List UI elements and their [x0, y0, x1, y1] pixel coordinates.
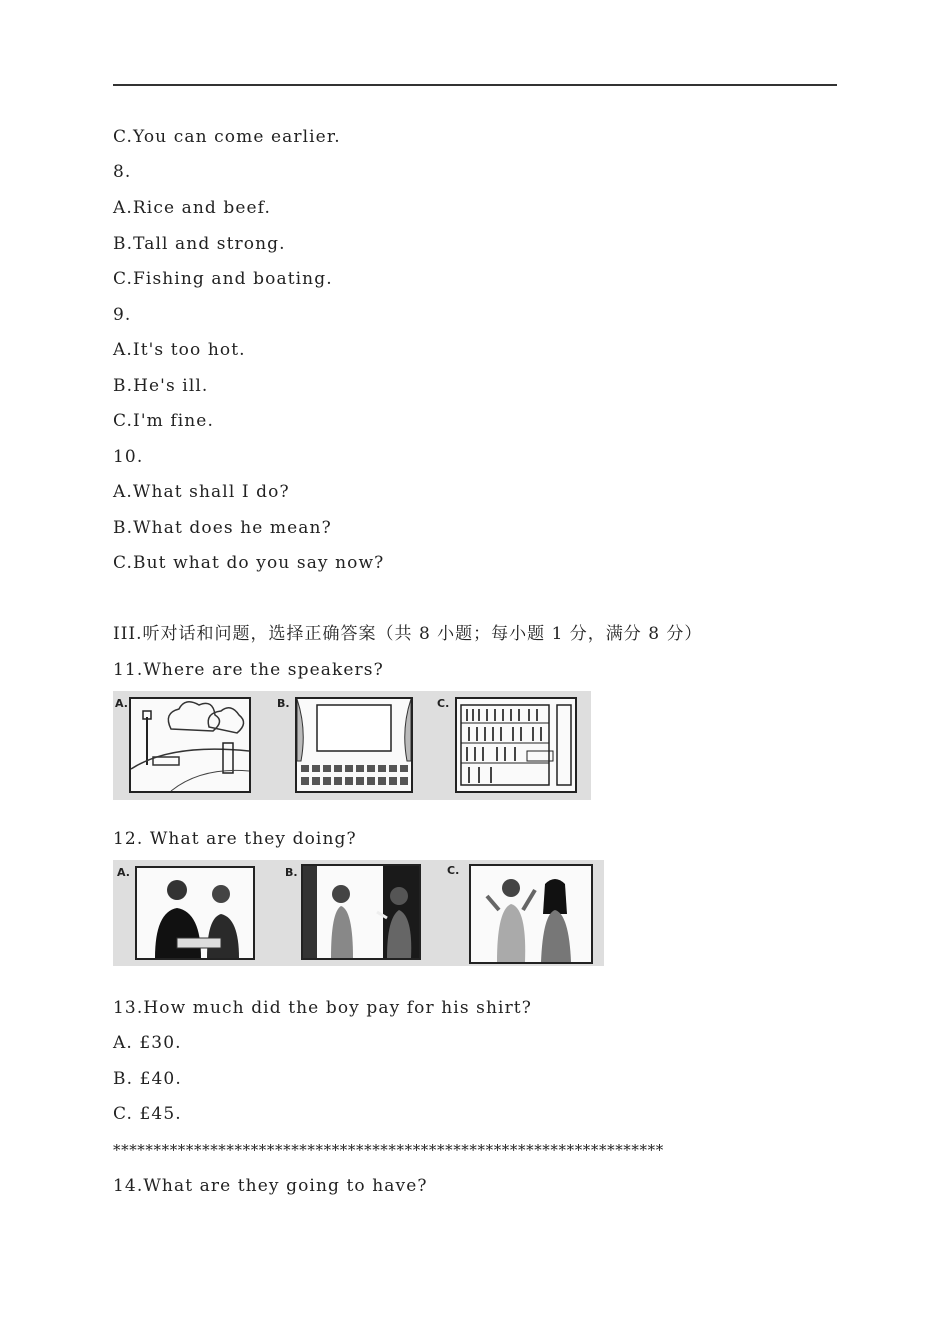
question-14: 14.What are they going to have? — [113, 1176, 428, 1196]
section-3-heading: III.听对话和问题，选择正确答案（共 8 小题；每小题 1 分，满分 8 分） — [113, 624, 703, 644]
q12-option-a-photo — [135, 866, 255, 960]
question-9-number: 9. — [113, 305, 132, 325]
q7-option-c: C.You can come earlier. — [113, 127, 341, 147]
q9-option-b: B.He's ill. — [113, 376, 209, 396]
question-11: 11.Where are the speakers? — [113, 660, 384, 680]
q10-option-c: C.But what do you say now? — [113, 553, 385, 573]
q13-option-a: A. £30. — [113, 1033, 182, 1053]
q9-option-a: A.It's too hot. — [113, 340, 246, 360]
q11-label-c: C. — [437, 697, 450, 710]
q12-label-c: C. — [447, 864, 460, 877]
q11-option-c-library-image — [455, 697, 577, 793]
q11-label-b: B. — [277, 697, 290, 710]
q11-label-a: A. — [115, 697, 128, 710]
q13-option-b: B. £40. — [113, 1069, 182, 1089]
q12-option-c-photo — [469, 864, 593, 964]
header-rule — [113, 84, 837, 86]
question-12: 12. What are they doing? — [113, 829, 357, 849]
q8-option-a: A.Rice and beef. — [113, 198, 271, 218]
q12-option-b-photo — [301, 864, 421, 960]
asterisk-divider: ******************************************************************** — [113, 1141, 664, 1159]
q10-option-a: A.What shall I do? — [113, 482, 290, 502]
q12-label-a: A. — [117, 866, 130, 879]
q10-option-b: B.What does he mean? — [113, 518, 332, 538]
question-13: 13.How much did the boy pay for his shirt? — [113, 998, 532, 1018]
q11-option-b-cinema-image — [295, 697, 413, 793]
q9-option-c: C.I'm fine. — [113, 411, 214, 431]
q12-image-strip — [113, 860, 604, 966]
question-10-number: 10. — [113, 447, 144, 467]
q11-image-strip — [113, 691, 591, 800]
q8-option-c: C.Fishing and boating. — [113, 269, 333, 289]
q13-option-c: C. £45. — [113, 1104, 182, 1124]
q8-option-b: B.Tall and strong. — [113, 234, 286, 254]
q12-label-b: B. — [285, 866, 298, 879]
q11-option-a-park-image — [129, 697, 251, 793]
question-8-number: 8. — [113, 162, 132, 182]
